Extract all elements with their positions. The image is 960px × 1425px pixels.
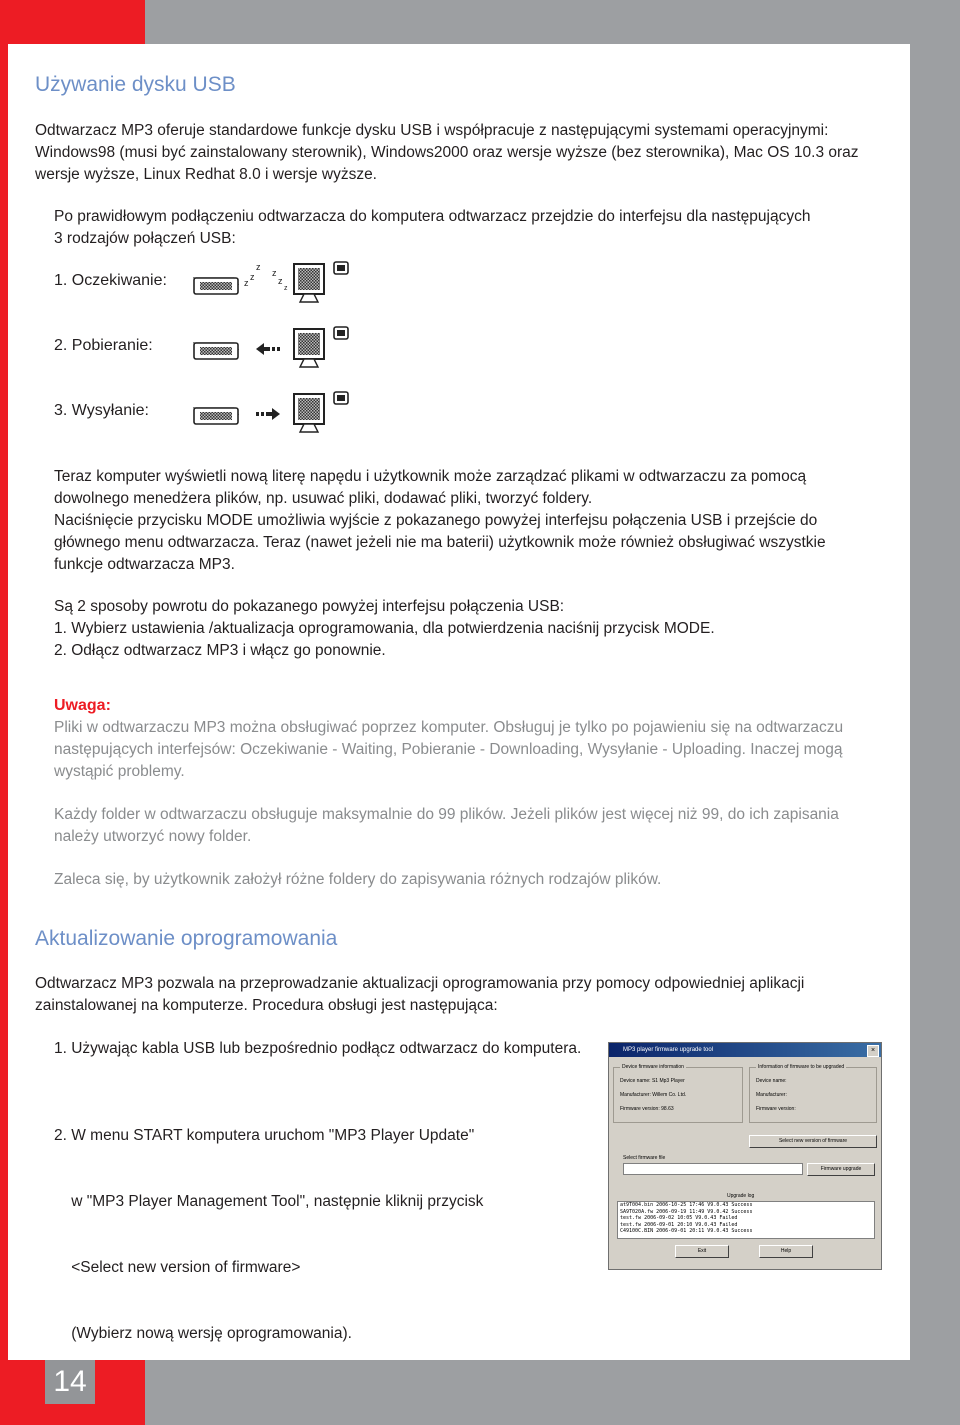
group-title: Information of firmware to be upgraded bbox=[758, 1064, 845, 1070]
usb-mode-waiting bbox=[54, 258, 374, 308]
mode-label: 2. Pobieranie: bbox=[54, 337, 153, 354]
device-info-group bbox=[613, 1064, 743, 1123]
text-line: 2. Odłącz odtwarzacz MP3 i włącz go ponownie. bbox=[54, 642, 386, 659]
help-button[interactable]: Help bbox=[759, 1245, 813, 1258]
new-row: Manufacturer: bbox=[756, 1092, 787, 1098]
usb-mode-downloading bbox=[54, 323, 374, 373]
text-line: 2. W menu START komputera uruchom "MP3 Player Update" bbox=[54, 1127, 475, 1144]
firmware-step-2 bbox=[54, 1081, 483, 1389]
text-line: Pliki w odtwarzaczu MP3 można obsługiwać poprzez komputer. Obsługuj je tylko po pojawieniu się na odtwarzaczu bbox=[54, 719, 844, 736]
new-firmware-group bbox=[749, 1064, 877, 1123]
text-line: <Select new version of firmware> bbox=[54, 1259, 301, 1276]
warning-paragraph-2 bbox=[54, 804, 839, 848]
text-line: należy utworzyć nowy folder. bbox=[54, 828, 252, 845]
text-line: głównego menu odtwarzacza. Teraz (nawet jeżeli nie ma baterii) użytkownik może również obsługiwać wszystkie bbox=[54, 534, 826, 551]
text-line: (Wybierz nową wersję oprogramowania). bbox=[54, 1325, 352, 1342]
mode-label: 1. Oczekiwanie: bbox=[54, 272, 167, 289]
firmware-intro-paragraph bbox=[35, 973, 804, 1017]
select-firmware-button[interactable]: Select new version of firmware bbox=[749, 1135, 877, 1148]
group-title: Device firmware information bbox=[622, 1064, 684, 1070]
mode-label: 3. Wysyłanie: bbox=[54, 402, 149, 419]
text-line: funkcje odtwarzacza MP3. bbox=[54, 556, 235, 573]
warning-paragraph-1 bbox=[54, 717, 843, 783]
svg-text:z: z bbox=[244, 278, 249, 288]
text-line: Odtwarzacz MP3 pozwala na przeprowadzanie aktualizacji oprogramowania przy pomocy odpowiedniej aplikacji bbox=[35, 975, 805, 992]
svg-text:z: z bbox=[272, 268, 277, 278]
device-row: Firmware version: 98.63 bbox=[620, 1106, 674, 1112]
upgrade-log-title: Upgrade log bbox=[727, 1193, 755, 1199]
exit-button[interactable]: Exit bbox=[675, 1245, 729, 1258]
text-line: 1. Używając kabla USB lub bezpośrednio podłącz odtwarzacz do komputera. bbox=[54, 1040, 582, 1057]
svg-text:z: z bbox=[256, 262, 261, 272]
new-row: Firmware version: bbox=[756, 1106, 796, 1112]
text-line: zainstalowanej na komputerze. Procedura obsługi jest następująca: bbox=[35, 997, 498, 1014]
text-line: wersje wyższe, Linux Redhat 8.0 i wersje wyższe. bbox=[35, 166, 377, 183]
text-line: w "MP3 Player Management Tool", następnie kliknij przycisk bbox=[54, 1193, 484, 1210]
list-item: SA9T020A.fw 2006-09-19 11:49 V9.0.42 Success bbox=[620, 1208, 753, 1215]
svg-text:z: z bbox=[284, 285, 288, 292]
svg-text:z: z bbox=[278, 276, 283, 286]
text-line: dowolnego menedżera plików, np. usuwać pliki, dodawać pliki, tworzyć foldery. bbox=[54, 490, 593, 507]
list-item: C49100C.BIN 2006-09-01 20:11 V9.0.43 Success bbox=[620, 1228, 753, 1234]
select-file-label: Select firmware file bbox=[623, 1155, 666, 1161]
list-item: test.fw 2006-09-01 20:10 V9.0.43 Failed bbox=[620, 1221, 738, 1228]
section-title-usb: Używanie dysku USB bbox=[35, 73, 236, 96]
text-line: wystąpić problemy. bbox=[54, 763, 185, 780]
text-line: następujących interfejsów: Oczekiwanie - Waiting, Pobieranie - Downloading, Wysyłanie - Uploading. Inaczej mogą bbox=[54, 741, 843, 758]
svg-text:z: z bbox=[250, 272, 255, 282]
text-line: Są 2 sposoby powrotu do pokazanego powyżej interfejsu połączenia USB: bbox=[54, 598, 565, 615]
text-line: Odtwarzacz MP3 oferuje standardowe funkcje dysku USB i współpracuje z następującymi systemami operacyjnymi: bbox=[35, 122, 829, 139]
return-methods-paragraph bbox=[54, 596, 715, 662]
arrow-left-icon bbox=[186, 323, 366, 375]
text-line: Windows98 (musi być zainstalowany sterownik), Windows2000 oraz wersje wyższe (bez sterownika), Mac OS 10.3 oraz bbox=[35, 144, 859, 161]
upgrade-log-list[interactable] bbox=[617, 1201, 875, 1239]
list-item: at9T004.bin 2006-10-25 17:46 V9.0.43 Success bbox=[620, 1202, 753, 1208]
text-line: Naciśnięcie przycisku MODE umożliwia wyjście z pokazanego powyżej interfejsu połączenia USB i przejście do bbox=[54, 512, 818, 529]
window-title: MP3 player firmware upgrade tool bbox=[609, 1043, 881, 1057]
close-icon: × bbox=[867, 1045, 879, 1057]
usb-mode-uploading bbox=[54, 388, 374, 438]
text-line: Po prawidłowym podłączeniu odtwarzacza do komputera odtwarzacz przejdzie do interfejsu dla następujących bbox=[54, 208, 811, 225]
text-line: Każdy folder w odtwarzaczu obsługuje maksymalnie do 99 plików. Jeżeli plików jest więcej niż 99, do ich zapisania bbox=[54, 806, 839, 823]
warning-title: Uwaga: bbox=[54, 697, 111, 714]
drive-letter-paragraph bbox=[54, 466, 826, 576]
firmware-step-1 bbox=[54, 1038, 581, 1060]
list-item: test.fw 2006-09-02 10:05 V9.0.43 Failed bbox=[620, 1215, 738, 1221]
waiting-zz-icon bbox=[186, 258, 366, 310]
text-line: 1. Wybierz ustawienia /aktualizacja oprogramowania, dla potwierdzenia naciśnij przycisk MODE. bbox=[54, 620, 715, 637]
section-title-firmware: Aktualizowanie oprogramowania bbox=[35, 927, 338, 950]
arrow-right-icon bbox=[186, 388, 366, 440]
firmware-file-field[interactable] bbox=[623, 1163, 803, 1175]
new-row: Device name: bbox=[756, 1078, 787, 1084]
upgrade-button[interactable]: Firmware upgrade bbox=[807, 1163, 875, 1176]
device-row: Device name: S1 Mp3 Player bbox=[620, 1078, 685, 1084]
text-line: 3 rodzajów połączeń USB: bbox=[54, 230, 236, 247]
device-row: Manufacturer: Willem Co. Ltd. bbox=[620, 1092, 687, 1098]
page-number: 14 bbox=[45, 1360, 95, 1404]
usb-intro-paragraph bbox=[35, 120, 859, 186]
text-line: Teraz komputer wyświetli nową literę napędu i użytkownik może zarządzać plikami w odtwarzaczu za pomocą bbox=[54, 468, 807, 485]
warning-paragraph-3 bbox=[54, 869, 661, 891]
text-line: Zaleca się, by użytkownik założył różne foldery do zapisywania różnych rodzajów plików. bbox=[54, 871, 662, 888]
usb-connection-paragraph bbox=[54, 206, 810, 250]
firmware-tool-screenshot bbox=[608, 1042, 882, 1270]
